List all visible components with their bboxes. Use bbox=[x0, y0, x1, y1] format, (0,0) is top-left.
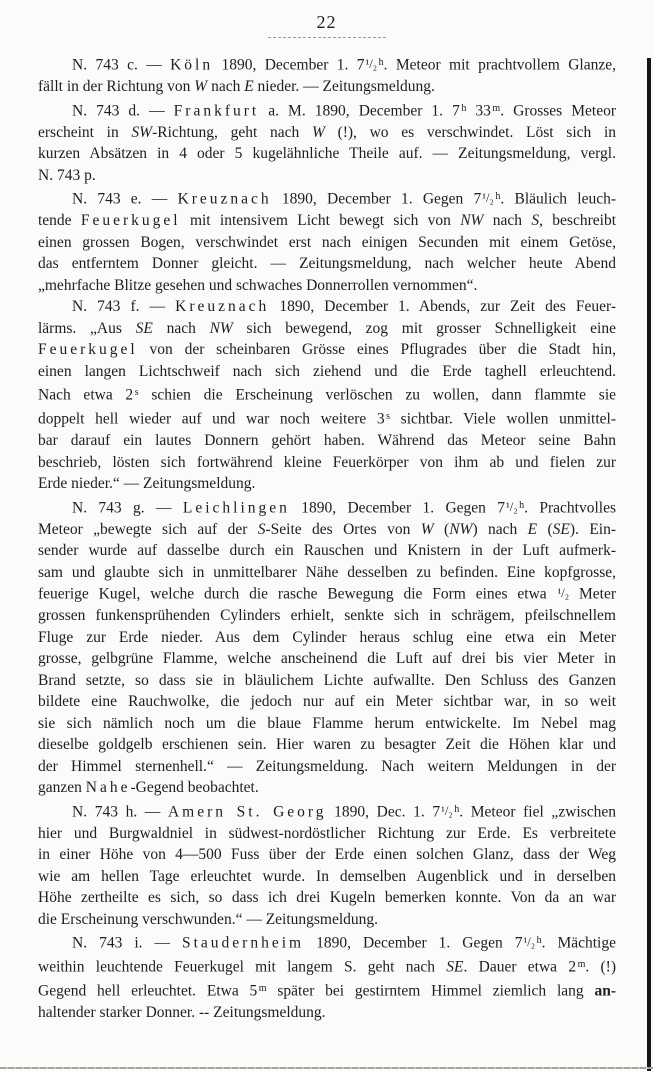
text-segment: ) nach bbox=[472, 520, 528, 538]
text-segment: ¹/₂ bbox=[506, 499, 518, 514]
text-line bbox=[38, 473, 616, 495]
text-segment: einen grossen Bogen, verschwindet erst nach einigen Secunden mit einem Getöse, bbox=[38, 233, 616, 251]
text-segment: weithin leuchtende Feuerkugel mit langem S. geht nach bbox=[38, 958, 447, 976]
text-line bbox=[38, 143, 616, 165]
text-line bbox=[38, 98, 616, 122]
text-segment: Feuerkugel bbox=[80, 212, 181, 229]
text-segment: wie am hellen Tage erleuchtet wurde. In demselben Augenblick und in derselben bbox=[38, 867, 616, 885]
text-segment: (!), wo es verschwindet. Löst sich in bbox=[324, 123, 616, 141]
text-line bbox=[38, 52, 616, 76]
text-line bbox=[38, 339, 616, 361]
text-line bbox=[38, 165, 616, 187]
text-segment: ganzen bbox=[38, 779, 86, 796]
text-segment: -Richtung, geht nach bbox=[152, 123, 312, 141]
text-segment: m bbox=[492, 102, 501, 114]
text-segment: 1890, December 1. Gegen 7 bbox=[289, 499, 506, 516]
text-line bbox=[38, 799, 616, 823]
page-header bbox=[0, 12, 653, 38]
text-line bbox=[38, 296, 616, 318]
text-segment: N. 743 c. — bbox=[72, 56, 171, 74]
text-line bbox=[38, 210, 616, 232]
text-line bbox=[38, 76, 616, 98]
text-segment: „mehrfache Blitze gesehen und schwaches Donnerrollen vernommen“. bbox=[38, 276, 478, 294]
text-segment: dieselbe goldgelb erschienen sein. Hier waren zu besagter Zeit die Höhen klar und bbox=[38, 736, 616, 753]
text-segment: . Dauer etwa 2 bbox=[463, 958, 577, 976]
text-segment: ¹/₂ bbox=[365, 57, 378, 71]
text-segment: fällt in der Richtung von bbox=[38, 78, 195, 95]
paragraph bbox=[38, 495, 616, 799]
text-segment: sam und glaubte sich in unmittelbarer Nähe desselben zu befinden. Eine kopfgrosse, bbox=[38, 563, 616, 581]
text-segment: S bbox=[257, 520, 266, 538]
text-line bbox=[38, 866, 616, 888]
text-segment: Höhe zertheilte es sich, so dass ich drei Kugeln bemerken konnte. Von da an war bbox=[38, 889, 616, 906]
text-segment: h bbox=[495, 191, 501, 202]
text-line bbox=[38, 540, 616, 562]
text-line bbox=[38, 406, 616, 430]
text-segment: Nach etwa 2 bbox=[38, 386, 134, 404]
text-line bbox=[38, 562, 616, 584]
text-segment: Kreuznach bbox=[177, 190, 272, 208]
text-segment: NW bbox=[209, 319, 233, 337]
text-segment: erscheint in bbox=[38, 123, 132, 141]
text-segment: N. 743 i. — bbox=[72, 934, 182, 952]
text-line bbox=[38, 691, 616, 713]
text-segment: ¹/₂ bbox=[523, 935, 536, 949]
text-line bbox=[38, 186, 616, 210]
text-line bbox=[38, 978, 616, 1002]
text-line bbox=[38, 430, 616, 452]
text-segment: Kreuznach bbox=[175, 298, 270, 315]
text-segment: hier und Burgwaldniel in südwest-nordöstlicher Richtung zur Erde. Es verbreitete bbox=[38, 824, 616, 842]
text-segment: S bbox=[531, 212, 540, 229]
text-segment: feuerige Kugel, welche durch die rasche Bewegung die Form eines etwa bbox=[38, 585, 557, 603]
text-segment: nach bbox=[207, 78, 245, 95]
text-segment: ( bbox=[537, 520, 553, 538]
text-line bbox=[38, 275, 616, 297]
text-segment: 33 bbox=[466, 102, 491, 119]
text-line bbox=[38, 605, 616, 627]
text-segment: tende bbox=[38, 212, 81, 229]
text-line bbox=[38, 318, 616, 340]
text-segment: Frankfurt bbox=[173, 102, 260, 119]
text-line bbox=[38, 954, 616, 978]
text-segment: nach bbox=[483, 212, 532, 229]
scan-edge-bottom bbox=[0, 1067, 653, 1069]
text-segment: sender wurde auf dasselbe durch ein Rauschen und Knistern in der Luft aufmerk- bbox=[38, 542, 616, 559]
paragraph bbox=[38, 799, 616, 931]
text-segment: SW bbox=[131, 123, 153, 141]
text-segment: kurzen Absätzen in 4 oder 5 kugelähnliche Theile auf. — Zeitungsmeldung, vergl. bbox=[38, 145, 616, 162]
text-segment: ¹/₂ bbox=[441, 803, 453, 818]
text-segment: sich bewegend, zog mit grosser Schnelligkeit eine bbox=[232, 319, 616, 337]
text-line bbox=[38, 627, 616, 649]
text-segment: lärms. „Aus bbox=[38, 319, 136, 337]
text-segment: 1890, December 1. Gegen 7 bbox=[271, 190, 482, 208]
text-line bbox=[38, 713, 616, 735]
text-line bbox=[38, 1002, 616, 1024]
text-block bbox=[38, 52, 616, 1024]
text-line bbox=[38, 583, 616, 605]
text-segment: N. 743 f. — bbox=[72, 298, 176, 315]
text-segment: sie sich nämlich noch um die blaue Flamme herum entwickelte. Im Nebel mag bbox=[38, 714, 616, 732]
text-line bbox=[38, 382, 616, 406]
text-segment: an- bbox=[594, 982, 616, 1000]
text-segment: N. 743 e. — bbox=[72, 190, 178, 208]
text-segment: N. 743 g. — bbox=[72, 499, 183, 516]
text-segment: mit intensivem Licht bewegt sich von bbox=[180, 212, 461, 229]
text-segment: sichtbar. Viele wollen unmittel- bbox=[390, 410, 617, 428]
text-line bbox=[38, 253, 616, 275]
text-segment: Fluge zur Erde nieder. Aus dem Cylinder heraus schlug eine etwa ein Meter bbox=[38, 628, 616, 646]
text-segment: ¹/₂ bbox=[482, 191, 494, 205]
text-segment: . Grosses Meteor bbox=[500, 102, 617, 119]
text-segment: SE bbox=[552, 520, 570, 538]
text-segment: ). Ein- bbox=[569, 520, 616, 538]
text-segment: das entferntem Donner gleicht. — Zeitungsmeldung, nach welcher heute Abend bbox=[38, 255, 616, 272]
text-segment: h bbox=[454, 803, 460, 815]
text-segment: 1890, December 1. Abends, zur Zeit des Feuer- bbox=[269, 298, 616, 315]
text-segment: grossen funkensprühenden Cylinders erhielt, senkte sich in schrägem, pfeilschnellem bbox=[38, 607, 616, 624]
text-segment: h bbox=[378, 57, 384, 68]
text-segment: ( bbox=[433, 520, 450, 538]
text-segment: h bbox=[536, 935, 542, 946]
text-line bbox=[38, 887, 616, 909]
text-line bbox=[38, 452, 616, 474]
text-segment: . Mächtige bbox=[541, 934, 616, 952]
text-line bbox=[38, 930, 616, 954]
text-line bbox=[38, 519, 616, 541]
text-segment: Leichlingen bbox=[182, 499, 290, 516]
text-line bbox=[38, 777, 616, 799]
text-segment: W bbox=[194, 78, 208, 95]
paragraph bbox=[38, 930, 616, 1024]
text-line bbox=[38, 361, 616, 383]
text-segment: der Himmel sternenhell.“ — Zeitungsmeldung. Nach weitern Meldungen in der bbox=[38, 757, 616, 775]
text-segment: N. 743 d. — bbox=[72, 102, 174, 119]
text-segment: in einer Höhe von 4—500 Fuss über der Erde einen solchen Glanz, dass der Weg bbox=[38, 846, 616, 863]
text-line bbox=[38, 232, 616, 254]
text-segment: Köln bbox=[170, 56, 214, 74]
text-line bbox=[38, 495, 616, 519]
text-segment: N. 743 h. — bbox=[72, 803, 168, 820]
text-segment: h bbox=[461, 102, 467, 114]
text-segment: NW bbox=[449, 520, 473, 538]
text-segment: Meteor „bewegte sich auf der bbox=[38, 520, 258, 538]
text-segment: 1890, December 1. 7 bbox=[213, 56, 365, 74]
text-segment: beschrieb, lösten sich fortwährend kleine Feuerkörper von ihm ab und fielen zur bbox=[38, 453, 616, 471]
text-segment: Staudernheim bbox=[182, 934, 305, 952]
text-segment: , beschreibt bbox=[539, 212, 616, 229]
text-segment: 1890, Dec. 1. 7 bbox=[326, 803, 441, 820]
text-line bbox=[38, 823, 616, 845]
paragraph bbox=[38, 296, 616, 495]
text-segment: einen langen Lichtschweif nach sich ziehend und die Erde taghell erleuchtend. bbox=[38, 362, 616, 380]
text-segment: s bbox=[386, 411, 391, 422]
text-segment: . Prachtvolles bbox=[524, 499, 616, 516]
text-segment: Brand setzte, so dass sie in bläulichem Lichte aufwallte. Den Schluss des Ganzen bbox=[38, 671, 616, 689]
text-segment: Nahe bbox=[85, 779, 131, 796]
text-segment: nieder. — Zeitungsmeldung. bbox=[253, 78, 435, 95]
text-segment: von der scheinbaren Grösse eines Pflugrades über die Stadt hin, bbox=[137, 341, 616, 358]
text-segment: N. 743 p. bbox=[38, 166, 96, 184]
text-segment: später bei gestirntem Himmel ziemlich lang bbox=[266, 982, 595, 1000]
text-segment: SE bbox=[135, 319, 153, 337]
text-segment: bildete eine Rauchwolke, die jedoch nur auf ein Meter sichtbar war, in so weit bbox=[38, 693, 616, 710]
text-segment: E bbox=[244, 78, 254, 95]
text-segment: W bbox=[311, 123, 325, 141]
text-segment: grosse, gelbgrüne Flamme, welche anscheinend die Luft auf drei bis vier Meter in bbox=[38, 650, 616, 667]
text-segment: NW bbox=[460, 212, 484, 229]
text-segment: Meter bbox=[569, 585, 616, 603]
header-rule bbox=[268, 37, 386, 38]
text-segment: -Seite des Ortes von bbox=[265, 520, 421, 538]
text-segment: haltender starker Donner. -- Zeitungsmeldung. bbox=[38, 1004, 326, 1021]
text-segment: 1890, December 1. Gegen 7 bbox=[304, 934, 523, 952]
text-segment: nach bbox=[152, 319, 210, 337]
text-line bbox=[38, 648, 616, 670]
text-segment: E bbox=[527, 520, 538, 538]
text-segment: bar darauf ein lautes Donnern gehört haben. Während das Meteor seine Bahn bbox=[38, 432, 616, 449]
text-segment: Erde nieder.“ — Zeitungsmeldung. bbox=[38, 475, 256, 492]
text-segment: -Gegend beobachtet. bbox=[130, 779, 259, 796]
paragraph bbox=[38, 98, 616, 187]
text-segment: . Bläulich leuch- bbox=[500, 190, 616, 208]
text-segment: s bbox=[134, 387, 139, 398]
text-segment: . Meteor fiel „zwischen bbox=[459, 803, 616, 820]
text-segment: . (!) bbox=[585, 958, 616, 976]
text-segment: m bbox=[258, 983, 267, 994]
text-segment: schien die Erscheinung verlöschen zu wollen, dann flammte sie bbox=[138, 386, 616, 404]
paragraph bbox=[38, 52, 616, 98]
scan-edge-right bbox=[647, 58, 651, 1071]
text-line bbox=[38, 122, 616, 144]
text-segment: h bbox=[519, 499, 525, 511]
text-segment: doppelt hell wieder auf und war noch weitere 3 bbox=[38, 410, 385, 428]
text-segment: SE bbox=[446, 958, 464, 976]
text-line bbox=[38, 844, 616, 866]
text-segment: m bbox=[577, 959, 586, 970]
text-line bbox=[38, 909, 616, 931]
text-line bbox=[38, 734, 616, 756]
text-segment: Gegend hell erleuchtet. Etwa 5 bbox=[38, 982, 258, 1000]
text-line bbox=[38, 756, 616, 778]
paragraph bbox=[38, 186, 616, 296]
text-line bbox=[38, 670, 616, 692]
text-segment: . Meteor mit prachtvollem Glanze, bbox=[383, 56, 616, 74]
text-segment: die Erscheinung verschwunden.“ — Zeitungsmeldung. bbox=[38, 910, 379, 928]
text-segment: a. M. 1890, December 1. 7 bbox=[259, 102, 460, 119]
page-number: 22 bbox=[316, 12, 337, 32]
text-segment: W bbox=[420, 520, 434, 538]
text-segment: Amern St. Georg bbox=[167, 803, 327, 820]
text-segment: Feuerkugel bbox=[38, 341, 138, 358]
text-segment: ¹/₂ bbox=[557, 586, 570, 600]
